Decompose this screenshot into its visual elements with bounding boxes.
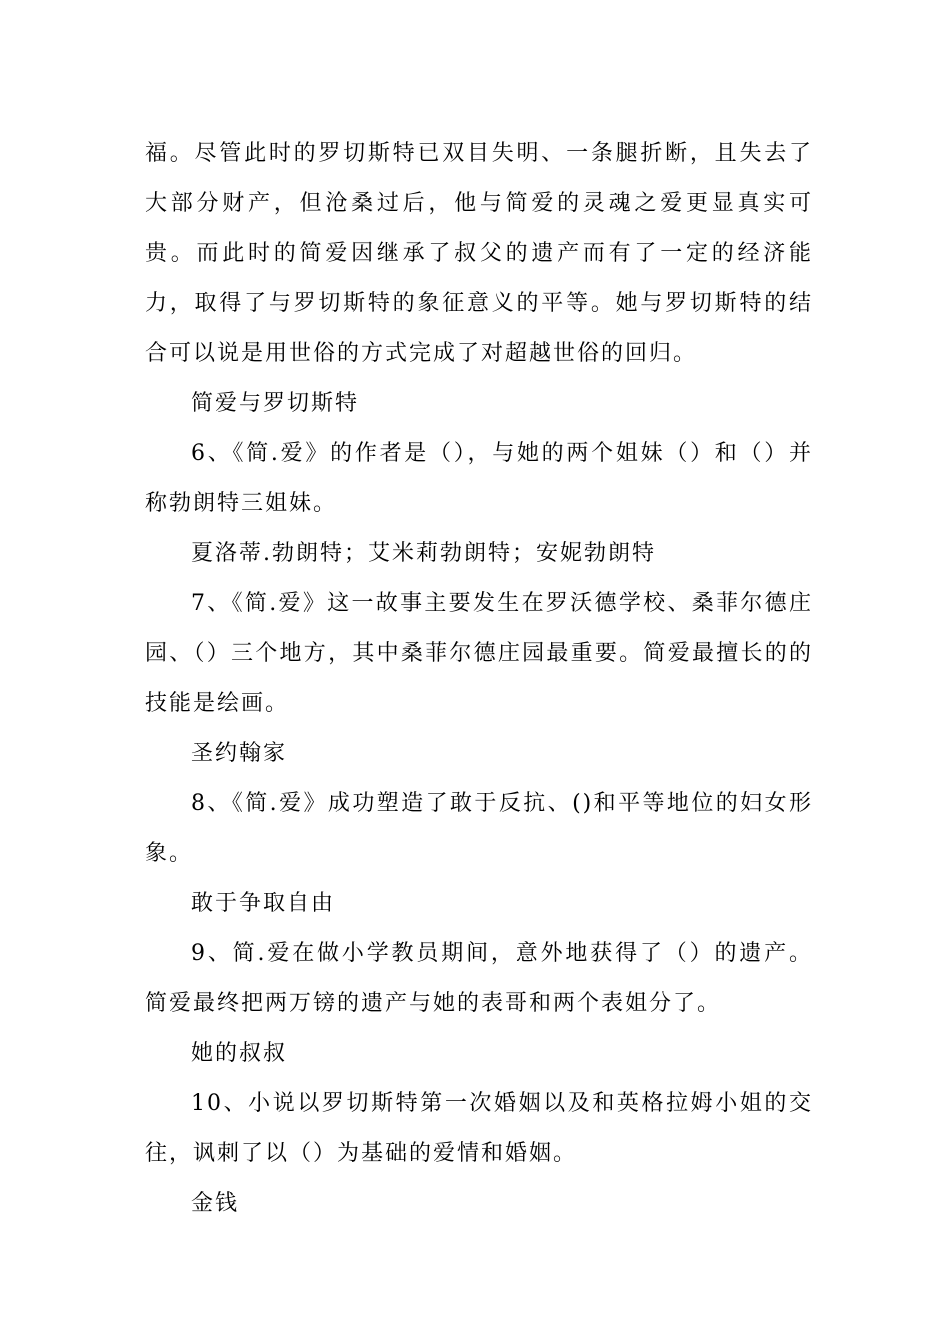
question-10: 10、小说以罗切斯特第一次婚姻以及和英格拉姆小姐的交往，讽刺了以（）为基础的爱情和婚姻。 [145,1091,813,1166]
answer-10: 金钱 [191,1191,240,1216]
question-9: 9、简.爱在做小学教员期间，意外地获得了（）的遗产。简爱最终把两万镑的遗产与她的表哥和两个表姐分了。 [145,941,813,1016]
question-7: 7、《简.爱》这一故事主要发生在罗沃德学校、桑菲尔德庄园、（）三个地方，其中桑菲尔德庄园最重要。简爱最擅长的的技能是绘画。 [145,591,813,716]
answer-5: 简爱与罗切斯特 [191,391,360,416]
question-6: 6、《简.爱》的作者是（），与她的两个姐妹（）和（）并称勃朗特三姐妹。 [145,441,813,516]
paragraph-intro: 福。尽管此时的罗切斯特已双目失明、一条腿折断，且失去了大部分财产，但沧桑过后，他与简爱的灵魂之爱更显真实可贵。而此时的简爱因继承了叔父的遗产而有了一定的经济能力，取得了与罗切斯特的象征意义的平等。她与罗切斯特的结合可以说是用世俗的方式完成了对超越世俗的回归。 [145,141,813,366]
answer-9: 她的叔叔 [191,1041,288,1066]
answer-6: 夏洛蒂.勃朗特；艾米莉勃朗特；安妮勃朗特 [191,541,656,566]
answer-8: 敢于争取自由 [191,891,336,916]
document-body [145,129,813,1229]
question-8: 8、《简.爱》成功塑造了敢于反抗、()和平等地位的妇女形象。 [145,791,813,866]
answer-7: 圣约翰家 [191,741,288,766]
